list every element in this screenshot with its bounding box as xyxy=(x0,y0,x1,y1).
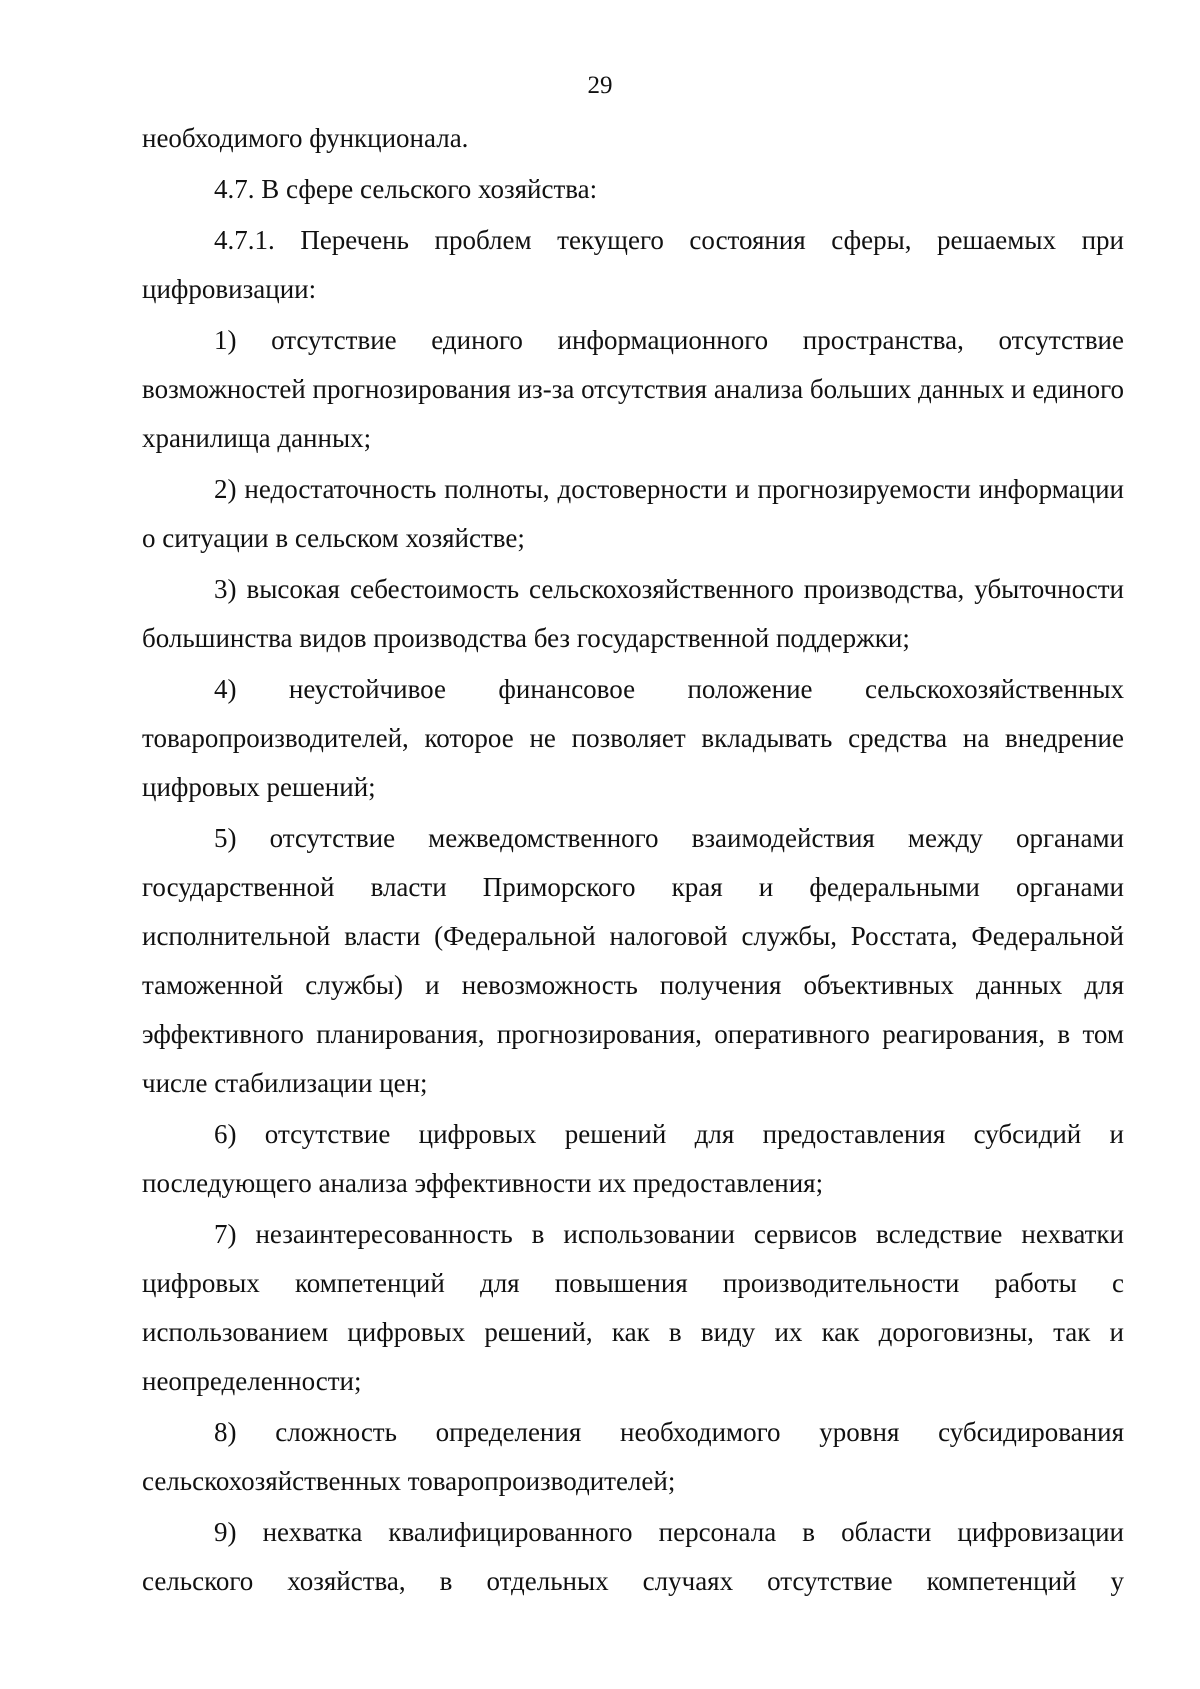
list-item-2: 2) недостаточность полноты, достоверности и прогнозируемости информации о ситуации в сельском хозяйстве; xyxy=(142,474,1124,553)
list-item-4: 4) неустойчивое финансовое положение сельскохозяйственных товаропроизводителей, которое не позволяет вкладывать средства на внедрение цифровых решений; xyxy=(142,674,1124,802)
paragraph-continuation: необходимого функционала. xyxy=(142,123,469,153)
subsection-4-7-1: 4.7.1. Перечень проблем текущего состояния сферы, решаемых при цифровизации: xyxy=(142,225,1124,304)
list-item-7: 7) незаинтересованность в использовании сервисов вследствие нехватки цифровых компетенций для повышения производительности работы с использованием цифровых решений, как в виду их как дороговизны, так и неопределенности; xyxy=(142,1219,1124,1396)
section-heading-4-7: 4.7. В сфере сельского хозяйства: xyxy=(214,174,598,204)
list-item-1: 1) отсутствие единого информационного пространства, отсутствие возможностей прогнозирования из-за отсутствия анализа больших данных и единого хранилища данных; xyxy=(142,325,1124,453)
document-body xyxy=(142,114,1124,1608)
list-item-8: 8) сложность определения необходимого уровня субсидирования сельскохозяйственных товаропроизводителей; xyxy=(142,1417,1124,1496)
list-item-3: 3) высокая себестоимость сельскохозяйственного производства, убыточности большинства видов производства без государственной поддержки; xyxy=(142,574,1124,653)
list-item-6: 6) отсутствие цифровых решений для предоставления субсидий и последующего анализа эффективности их предоставления; xyxy=(142,1119,1124,1198)
list-item-9: 9) нехватка квалифицированного персонала в области цифровизации сельского хозяйства, в отдельных случаях отсутствие компетенций у xyxy=(142,1517,1124,1596)
list-item-5: 5) отсутствие межведомственного взаимодействия между органами государственной власти Приморского края и федеральными органами исполнительной власти (Федеральной налоговой службы, Росстата, Федеральной таможенной службы) и невозможность получения объективных данных для эффективного планирования, прогнозирования, оперативного реагирования, в том числе стабилизации цен; xyxy=(142,823,1124,1098)
page-number: 29 xyxy=(587,72,613,99)
